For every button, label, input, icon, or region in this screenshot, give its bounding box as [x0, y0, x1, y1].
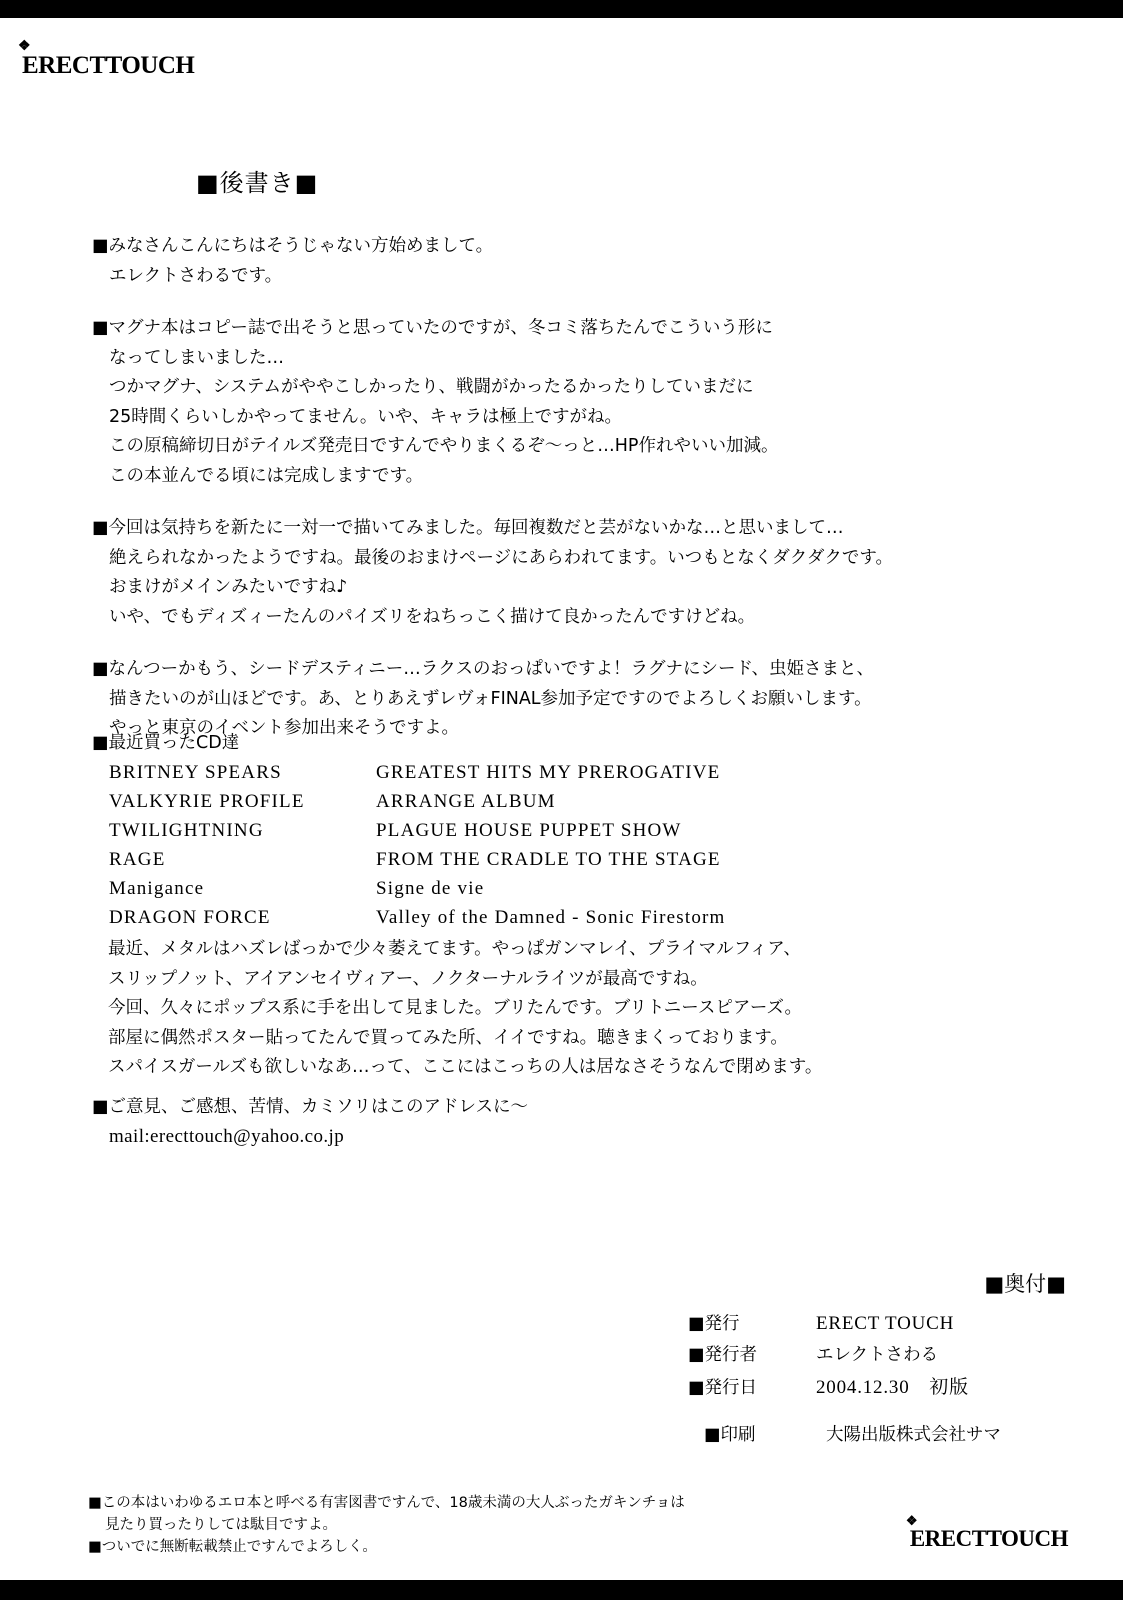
table-row: [92, 845, 726, 874]
logo-text: ERECTTOUCH: [909, 1526, 1068, 1551]
colophon-row-date: [688, 1372, 1066, 1399]
text-line: ■マグナ本はコピー誌で出そうと思っていたのですが、冬コミ落ちたんでこういう形に: [92, 318, 773, 338]
text-line: この原稿締切日がテイルズ発売日ですんでやりまくるぞ〜っと…HP作れやいい加減。: [109, 436, 779, 456]
logo-flourish-icon: ❖: [18, 39, 29, 54]
cd-artist: VALKYRIE PROFILE: [109, 790, 305, 812]
circle-logo-top: [18, 39, 195, 80]
text-line: ■今回は気持ちを新たに一対一で描いてみました。毎回複数だと芸がないかな…と思いまして…: [92, 518, 844, 538]
table-row: [92, 816, 726, 845]
text-line: エレクトさわるです。: [109, 265, 283, 286]
circle-logo-bottom: [905, 1513, 1068, 1552]
text-line: この本並んでる頃には完成しますです。: [109, 465, 424, 486]
page-title: ■後書き■: [196, 169, 319, 197]
paragraph: [92, 232, 1042, 291]
paragraph: [92, 314, 1042, 491]
table-row: [92, 903, 726, 932]
text-line: ■なんつーかもう、シードデスティニー…ラクスのおっぱいですよ！ラグナにシード、虫姫さまと、: [92, 659, 874, 679]
colophon-section: [686, 1268, 1066, 1452]
colophon-label: ■発行日: [688, 1378, 758, 1398]
top-black-bar: [0, 0, 1123, 18]
cd-title: Signe de vie: [376, 877, 485, 899]
text-line: ■ついでに無断転載禁止ですんでよろしく。: [88, 1539, 377, 1555]
text-line: 最近、メタルはハズレばっかで少々萎えてます。やっぱガンマレイ、プライマルフィア、: [108, 939, 801, 959]
cd-artist: RAGE: [109, 848, 166, 870]
text-line: ■この本はいわゆるエロ本と呼べる有害図書ですんで、18歳未満の大人ぶったガキンチョは: [88, 1495, 685, 1511]
table-row: [92, 874, 726, 903]
cd-list-table: [92, 758, 726, 932]
colophon-value: エレクトさわる: [816, 1345, 939, 1365]
text-line: いや、でもディズィーたんのパイズリをねちっこく描けて良かったんですけどね。: [109, 606, 756, 627]
text-line: スリップノット、アイアンセイヴィアー、ノクターナルライツが最高ですね。: [108, 968, 708, 989]
text-line: 絶えられなかったようですね。最後のおまけページにあらわれてます。いつもとなくダクダクです。: [109, 547, 893, 568]
text-line: 描きたいのが山ほどです。あ、とりあえずレヴォFINAL参加予定ですのでよろしくお願いします。: [109, 688, 872, 709]
colophon-value: 2004.12.30 初版: [816, 1377, 969, 1398]
table-row: [92, 787, 726, 816]
contact-email[interactable]: mail:erecttouch@yahoo.co.jp: [109, 1126, 345, 1147]
colophon-row-author: [688, 1341, 1066, 1366]
logo-text: ERECTTOUCH: [22, 52, 195, 79]
cd-artist: Manigance: [109, 877, 205, 899]
text-line: 25時間くらいしかやってません。いや、キャラは極上ですがね。: [109, 406, 622, 427]
text-line: なってしまいました…: [109, 347, 284, 368]
colophon-value: ERECT TOUCH: [816, 1313, 955, 1334]
text-line: 見たり買ったりしては駄目ですよ。: [105, 1517, 337, 1533]
colophon-label: ■発行: [688, 1314, 740, 1334]
colophon-label: ■印刷: [704, 1425, 756, 1445]
cd-artist: TWILIGHTNING: [109, 819, 264, 841]
text-line: スパイスガールズも欲しいなあ…って、ここにはこっちの人は居なさそうなんで閉めます。: [108, 1057, 823, 1077]
cd-artist: DRAGON FORCE: [109, 906, 271, 928]
paragraph: [92, 514, 1042, 632]
cd-list-section: [92, 730, 726, 932]
cd-title: Valley of the Damned - Sonic Firestorm: [376, 906, 726, 928]
text-line: 今回、久々にポップス系に手を出して見ました。ブリたんです。ブリトニースピアーズ。: [108, 998, 803, 1018]
text-line: 部屋に偶然ポスター貼ってたんで買ってみた所、イイですね。聴きまくっております。: [108, 1027, 788, 1048]
contact-heading: ■ご意見、ご感想、苦情、カミソリはこのアドレスに〜: [92, 1097, 529, 1117]
cd-list-heading: ■最近買ったCD達: [92, 733, 240, 753]
colophon-title: ■奥付■: [984, 1272, 1066, 1296]
colophon-row-printer: [704, 1421, 1066, 1446]
cd-title: ARRANGE ALBUM: [376, 790, 556, 812]
text-line: おまけがメインみたいですね♪: [109, 577, 348, 597]
colophon-row-publisher: [688, 1310, 1066, 1335]
contact-section: [92, 1093, 528, 1151]
colophon-value: 大陽出版株式会社サマ: [826, 1425, 1001, 1445]
text-line: やっと東京のイベント参加出来そうですよ。: [109, 718, 459, 738]
cd-artist: BRITNEY SPEARS: [109, 761, 282, 783]
cd-title: FROM THE CRADLE TO THE STAGE: [376, 848, 721, 870]
colophon-label: ■発行者: [688, 1345, 758, 1365]
cd-title: GREATEST HITS MY PREROGATIVE: [376, 761, 721, 783]
music-commentary: [108, 935, 822, 1083]
legal-notice: [88, 1492, 685, 1558]
text-line: つかマグナ、システムがややこしかったり、戦闘がかったるかったりしていまだに: [109, 377, 754, 397]
table-row: [92, 758, 726, 787]
afterword-body: [92, 232, 1042, 767]
bottom-black-bar: [0, 1580, 1123, 1600]
text-line: ■みなさんこんにちはそうじゃない方始めまして。: [92, 236, 494, 256]
cd-title: PLAGUE HOUSE PUPPET SHOW: [376, 819, 682, 841]
logo-flourish-icon: ❖: [905, 1513, 916, 1528]
